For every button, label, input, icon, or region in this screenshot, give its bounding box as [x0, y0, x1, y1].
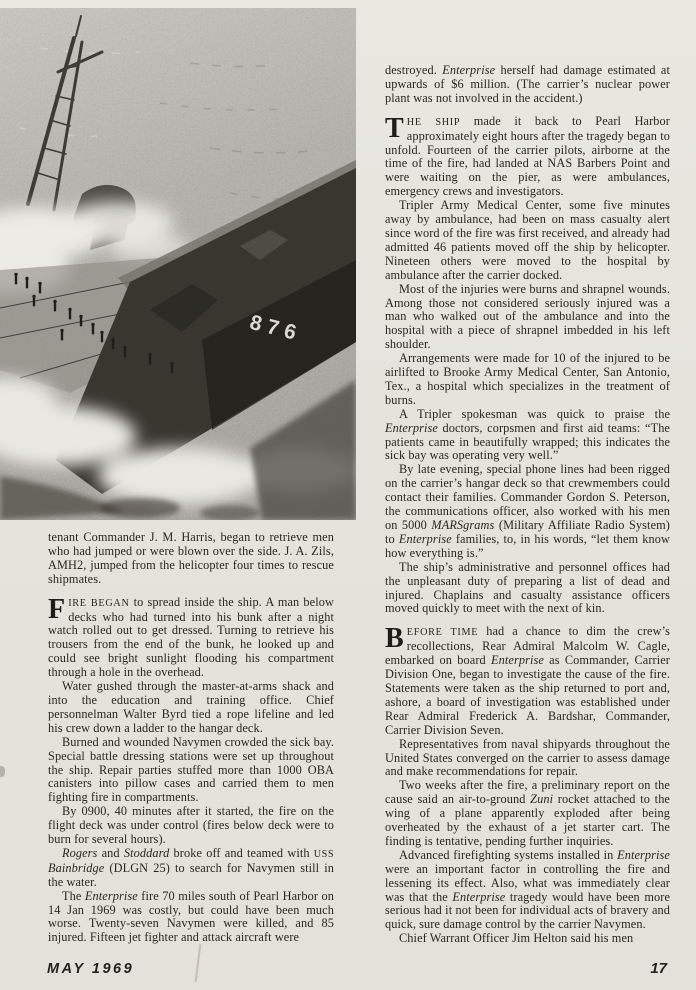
fire-began-paragraph [48, 593, 334, 680]
paragraph: The ship’s administrative and personnel offices had the unpleasant duty of preparing a list of dead and injured. Chaplains and casualty assistance officers moved quickly to meet with the next of kin. [385, 559, 670, 616]
paragraph-text: had a chance to dim the crew’s recollections, Rear Admiral Malcolm W. Cagle, embarked on board Enterprise as Commander, Carrier Division One, began to investigate the cause of the fire. Statements were taken as the ship returned to port and, ashore, a board of investigation was established under Rear Admiral Frederick A. Bardshar, Commander, Carrier Division Seven. [385, 624, 671, 737]
paragraph: A Tripler spokesman was quick to praise the Enterprise doctors, corpsmen and first aid teams: “The patients came in beautifully wrapped; this indicates the sick bay was operating very well.” [385, 406, 670, 463]
paragraph-text: made it back to Pearl Harbor approximately eight hours after the tragedy began to unfold. Fourteen of the carrier pilots, airborne at the time of the fire, had landed at NAS Barbers Point and were waiting on the pier, as were ambulances, emergency crews and investigators. [385, 113, 671, 199]
drop-cap: F [48, 593, 66, 625]
paragraph: Burned and wounded Navymen crowded the sick bay. Special battle dressing stations were set up throughout the ship. Repair parties stuffed more than 1000 OBA canisters into pillow cases and carried them to men fighting fire in compartments. [48, 734, 334, 805]
destroyer-photo [0, 8, 356, 520]
lead-in: IRE BEGAN [68, 597, 130, 609]
the-ship-paragraph [385, 112, 671, 199]
edge-smudge-artifact [0, 766, 5, 777]
drop-cap: T [385, 112, 404, 144]
destroyer-photo-art [0, 8, 356, 520]
paragraph: Arrangements were made for 10 of the injured to be airlifted to Brooke Army Medical Center, San Antonio, Tex., a hospital which specializes in the treatment of burns. [385, 351, 670, 407]
lead-in: EFORE TIME [406, 627, 479, 639]
paragraph: Tripler Army Medical Center, some five minutes away by ambulance, had been on mass casualty alert since word of the fire was first received, and already had admitted 46 patients moved off the ship by helicopter. Nineteen others were moved to the hospital by ambulance after the carrier docked. [385, 198, 670, 282]
paragraph: Chief Warrant Officer Jim Helton said his men [399, 931, 634, 946]
continuation-paragraph: destroyed. Enterprise herself had damage estimated at upwards of $6 million. (The carrier’s nuclear power plant was not involved in the accident.) [385, 63, 671, 105]
paragraph: The Enterprise fire 70 miles south of Pearl Harbor on 14 Jan 1969 was costly, but could have been much worse. Twenty-seven Navymen were killed, and 85 injured. Fifteen jet fighter and attack aircraft were [48, 888, 335, 945]
paragraph: Most of the injuries were burns and shrapnel wounds. Among those not considered seriously injured was a man who walked out of the ambulance and into the hospital with a piece of shrapnel imbedded in his left shoulder. [385, 281, 670, 352]
paragraph: Rogers and Stoddard broke off and teamed with USS Bainbridge (DLGN 25) to search for Navymen still in the water. [48, 845, 334, 889]
before-time-paragraph [385, 625, 670, 737]
paragraph-text: to spread inside the ship. A man below decks who had turned into his bunk after a night watch rolled out to get dressed. Turning to retrieve his trousers from the end of the bunk, he looked up and could see bright sunlight flooding his compartment through a hole in the overhead. [48, 594, 334, 680]
issue-date: MAY 1969 [47, 961, 135, 977]
lead-in: HE SHIP [406, 116, 461, 128]
paragraph: By late evening, special phone lines had been rigged on the carrier’s hangar deck so that crewmembers could contact their families. Commander Gordon S. Peterson, the communications officer, also worked with his men on 5000 MARSgrams (Military Affiliate Radio System) to Enterprise families, to, in his words, “let them know how everything is.” [385, 462, 670, 560]
svg-text:876: 876 [247, 310, 305, 347]
paragraph: Representatives from naval shipyards throughout the United States converged on the carrier to assess damage and make recommendations for repair. [385, 736, 670, 779]
caption-continuation-paragraph: tenant Commander J. M. Harris, began to retrieve men who had jumped or were blown over the side. J. A. Zils, AMH2, jumped from the helicopter four times to rescue shipmates. [48, 530, 334, 586]
page-footer [0, 958, 696, 984]
right-column [385, 64, 670, 946]
left-column [48, 531, 334, 945]
drop-cap: B [385, 623, 404, 655]
paragraph: Two weeks after the fire, a preliminary report on the cause said an air-to-ground Zuni rocket attached to the wing of a plane apparently exploded after being overheated by the exhaust of a jet starter cart. The finding is tentative, pending further inquiries. [385, 778, 670, 848]
paragraph: Advanced firefighting systems installed in Enterprise were an important factor in controlling the fire and lessening its effect. Also, what was immediately clear was that the Enterprise tragedy would have been more serious had it not been for individual acts of bravery and quick, sure damage control by the carrier Navymen. [385, 847, 671, 932]
paragraph: Water gushed through the master-at-arms shack and into the education and training office. Chief personnelman Walter Byrd tied a rope lifeline and led his crew down a ladder to the hangar deck. [48, 679, 334, 735]
paragraph: By 0900, 40 minutes after it started, the fire on the flight deck was under control (fires below deck were to burn for several hours). [48, 804, 334, 847]
page-number: 17 [650, 960, 667, 977]
